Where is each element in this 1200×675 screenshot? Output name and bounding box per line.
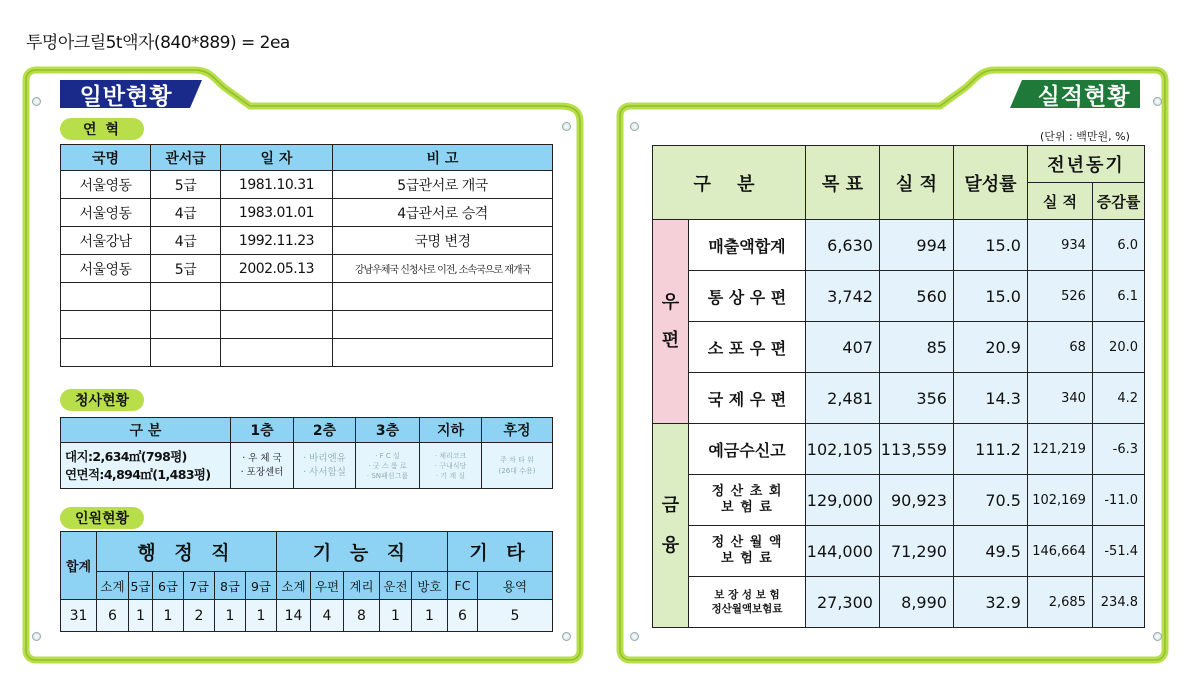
actual-value: 90,923 — [879, 475, 953, 526]
staff-table — [60, 531, 553, 632]
table-row — [653, 220, 1145, 271]
screw-icon — [32, 97, 41, 106]
prev-actual-value: 340 — [1027, 373, 1092, 424]
cell: 5급 — [151, 171, 221, 199]
table-row — [61, 283, 553, 311]
group-etc-header: 기 타 — [448, 532, 553, 572]
building-table — [60, 417, 553, 489]
cell: 서울영동 — [61, 255, 151, 283]
floor3-item: · SN패션그룹 — [366, 471, 409, 480]
target-value: 407 — [805, 322, 879, 373]
cell: 1981.10.31 — [221, 171, 333, 199]
table-row — [653, 577, 1145, 628]
prev-change-value: -51.4 — [1092, 526, 1144, 577]
group-finance: 금 융 — [653, 424, 689, 628]
actual-value: 71,290 — [879, 526, 953, 577]
table-header-row — [61, 418, 553, 443]
rear-item: 주 차 타 워 — [500, 455, 534, 464]
prev-header: 전년동기 — [1027, 146, 1144, 183]
cell: 4급관서로 승격 — [333, 199, 553, 227]
table-row — [61, 339, 553, 367]
cell: 1992.11.23 — [221, 227, 333, 255]
cell: 4급 — [151, 227, 221, 255]
rear-item: (26대 수용) — [498, 466, 536, 475]
column-header: 후정 — [482, 418, 553, 443]
rate-value: 14.3 — [953, 373, 1027, 424]
sub-header: 9급 — [246, 572, 277, 600]
staff-value: 4 — [311, 600, 344, 632]
column-header: 지하 — [420, 418, 482, 443]
cell: 5급 — [151, 255, 221, 283]
group-tech-header: 기 능 직 — [277, 532, 448, 572]
sub-header: 소계 — [97, 572, 129, 600]
sub-header: 7급 — [184, 572, 215, 600]
table-row — [653, 526, 1145, 577]
staff-value: 31 — [61, 600, 97, 632]
staff-value: 1 — [153, 600, 184, 632]
column-header: 일 자 — [221, 145, 333, 171]
rate-value: 49.5 — [953, 526, 1027, 577]
actual-value: 356 — [879, 373, 953, 424]
table-row — [653, 373, 1145, 424]
item-label: 보 장 성 보 험 정산월액보험료 — [689, 577, 806, 628]
staff-value: 1 — [246, 600, 277, 632]
prev-change-value: 234.8 — [1092, 577, 1144, 628]
item-label: 국 제 우 편 — [689, 373, 806, 424]
column-header: 국명 — [61, 145, 151, 171]
sub-header: 5급 — [129, 572, 153, 600]
floor2-item: · 바리엔유 — [303, 452, 346, 464]
sub-header: 방호 — [412, 572, 448, 600]
prev-change-value: 6.0 — [1092, 220, 1144, 271]
floor1-item: · 우 체 국 — [242, 452, 282, 464]
target-value: 129,000 — [805, 475, 879, 526]
table-header-row — [61, 532, 553, 572]
cell: 서울영동 — [61, 171, 151, 199]
target-header: 목 표 — [805, 146, 879, 220]
rate-value: 15.0 — [953, 271, 1027, 322]
unit-note: (단위 : 백만원, %) — [1040, 130, 1130, 143]
staff-value: 6 — [97, 600, 129, 632]
cell: 서울강남 — [61, 227, 151, 255]
basement-item: · 체리코크 — [434, 451, 467, 460]
prev-actual-header: 실 적 — [1027, 183, 1092, 220]
table-row — [61, 227, 553, 255]
table-row — [653, 475, 1145, 526]
target-value: 6,630 — [805, 220, 879, 271]
screw-icon — [1153, 97, 1162, 106]
screw-icon — [32, 632, 41, 641]
table-row — [61, 199, 553, 227]
prev-change-value: 20.0 — [1092, 322, 1144, 373]
column-header: 비 고 — [333, 145, 553, 171]
floor1-item: · 포장센터 — [240, 466, 284, 478]
prev-actual-value: 2,685 — [1027, 577, 1092, 628]
rate-value: 70.5 — [953, 475, 1027, 526]
sub-header: 우편 — [311, 572, 344, 600]
floor-area: 연면적:4,894㎡(1,483평) — [65, 466, 211, 482]
sub-header: FC — [448, 572, 478, 600]
performance-table — [652, 145, 1145, 628]
rate-value: 111.2 — [953, 424, 1027, 475]
sub-header: 계리 — [344, 572, 380, 600]
table-header-row — [61, 145, 553, 171]
cell: 서울영동 — [61, 199, 151, 227]
target-value: 102,105 — [805, 424, 879, 475]
site-area: 대지:2,634㎡(798평) — [65, 448, 187, 464]
basement-item: · 기 계 실 — [435, 471, 466, 480]
left-title: 일반현황 — [79, 83, 173, 110]
column-header: 1층 — [231, 418, 294, 443]
building-label: 청사현황 — [60, 389, 144, 411]
column-header: 3층 — [356, 418, 420, 443]
screw-icon — [630, 632, 639, 641]
group-postal: 우 편 — [653, 220, 689, 424]
table-row — [653, 424, 1145, 475]
category-header: 구 분 — [653, 146, 806, 220]
prev-change-header: 증감률 — [1092, 183, 1144, 220]
screw-icon — [562, 122, 571, 131]
prev-change-value: -6.3 — [1092, 424, 1144, 475]
actual-value: 113,559 — [879, 424, 953, 475]
table-row — [61, 255, 553, 283]
staff-value: 1 — [380, 600, 412, 632]
prev-change-value: -11.0 — [1092, 475, 1144, 526]
target-value: 2,481 — [805, 373, 879, 424]
table-row — [61, 600, 553, 632]
right-title: 실적현황 — [1037, 83, 1131, 110]
group-admin-header: 행 정 직 — [97, 532, 277, 572]
cell: 2002.05.13 — [221, 255, 333, 283]
sub-header: 용역 — [478, 572, 553, 600]
cell: 강남우체국 신청사로 이전, 소속국으로 재개국 — [333, 255, 553, 283]
staff-value: 8 — [344, 600, 380, 632]
target-value: 144,000 — [805, 526, 879, 577]
table-row — [61, 443, 553, 489]
floor2-item: · 사서함실 — [303, 466, 346, 478]
staff-value: 1 — [129, 600, 153, 632]
history-label: 연 혁 — [60, 118, 144, 140]
prev-actual-value: 121,219 — [1027, 424, 1092, 475]
basement-item: · 구내식당 — [434, 461, 467, 470]
actual-value: 994 — [879, 220, 953, 271]
column-header: 구 분 — [61, 418, 231, 443]
item-label: 정 산 초 회 보 험 료 — [689, 475, 806, 526]
floor3-item: · F C 실 — [375, 451, 400, 460]
target-value: 27,300 — [805, 577, 879, 628]
actual-value: 560 — [879, 271, 953, 322]
rate-header: 달성률 — [953, 146, 1027, 220]
staff-value: 14 — [277, 600, 311, 632]
cell: 4급 — [151, 199, 221, 227]
item-label: 소 포 우 편 — [689, 322, 806, 373]
staff-value: 1 — [412, 600, 448, 632]
item-label: 매출액합계 — [689, 220, 806, 271]
screw-icon — [630, 122, 639, 131]
actual-value: 85 — [879, 322, 953, 373]
table-header-row — [653, 146, 1145, 183]
item-label: 정 산 월 액 보 험 료 — [689, 526, 806, 577]
sub-header: 운전 — [380, 572, 412, 600]
prev-actual-value: 146,664 — [1027, 526, 1092, 577]
table-row — [653, 271, 1145, 322]
prev-actual-value: 102,169 — [1027, 475, 1092, 526]
staff-value: 5 — [478, 600, 553, 632]
prev-actual-value: 934 — [1027, 220, 1092, 271]
rate-value: 15.0 — [953, 220, 1027, 271]
total-header: 합계 — [61, 532, 97, 600]
table-subheader-row — [61, 572, 553, 600]
table-row — [61, 171, 553, 199]
rate-value: 20.9 — [953, 322, 1027, 373]
staff-value: 1 — [215, 600, 246, 632]
screw-icon — [562, 632, 571, 641]
actual-header: 실 적 — [879, 146, 953, 220]
prev-change-value: 4.2 — [1092, 373, 1144, 424]
cell: 1983.01.01 — [221, 199, 333, 227]
table-row — [61, 311, 553, 339]
prev-actual-value: 526 — [1027, 271, 1092, 322]
column-header: 관서급 — [151, 145, 221, 171]
prev-change-value: 6.1 — [1092, 271, 1144, 322]
sub-header: 6급 — [153, 572, 184, 600]
floor3-item: · 굿 스 룸 로 — [368, 461, 407, 470]
caption: 투명아크릴5t액자(840*889) = 2ea — [26, 33, 290, 53]
staff-value: 6 — [448, 600, 478, 632]
item-label: 예금수신고 — [689, 424, 806, 475]
history-table — [60, 144, 553, 367]
table-row — [653, 322, 1145, 373]
cell: 5급관서로 개국 — [333, 171, 553, 199]
sub-header: 소계 — [277, 572, 311, 600]
item-label: 통 상 우 편 — [689, 271, 806, 322]
target-value: 3,742 — [805, 271, 879, 322]
sub-header: 8급 — [215, 572, 246, 600]
staff-label: 인원현황 — [60, 507, 144, 529]
actual-value: 8,990 — [879, 577, 953, 628]
staff-value: 2 — [184, 600, 215, 632]
screw-icon — [1153, 632, 1162, 641]
cell: 국명 변경 — [333, 227, 553, 255]
column-header: 2층 — [294, 418, 356, 443]
rate-value: 32.9 — [953, 577, 1027, 628]
prev-actual-value: 68 — [1027, 322, 1092, 373]
